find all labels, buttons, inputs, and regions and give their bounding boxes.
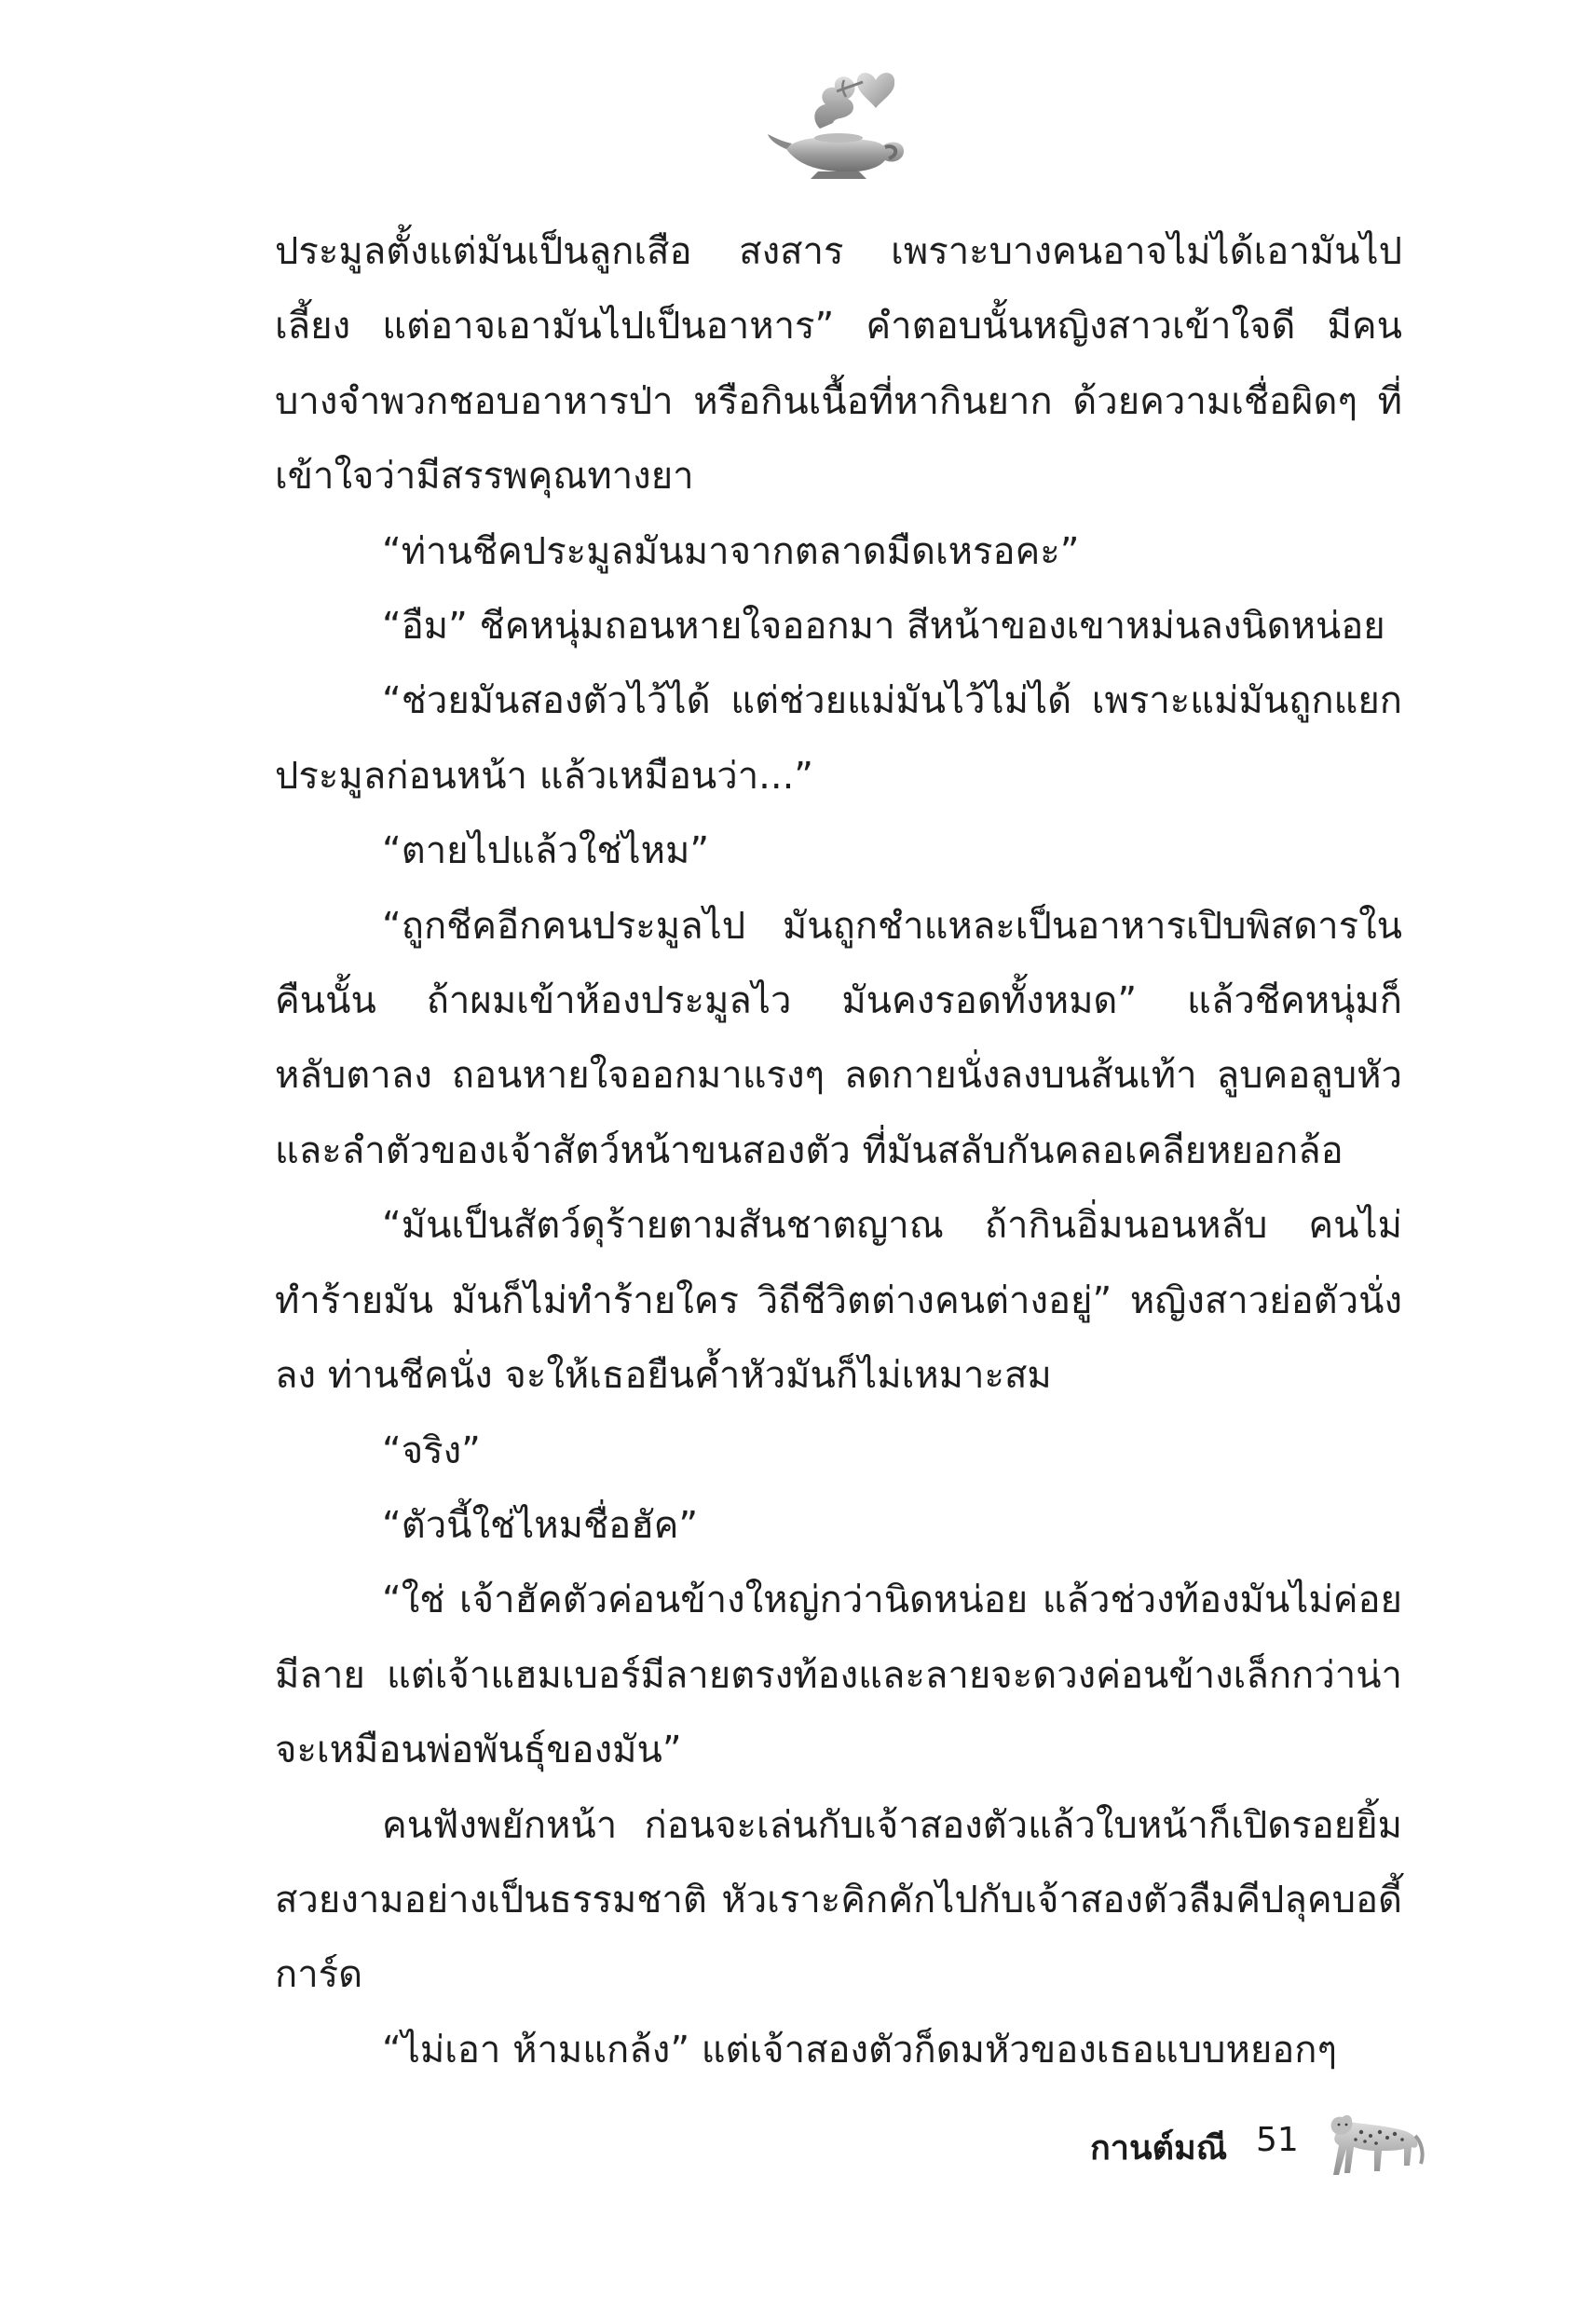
paragraph: “อืม” ชีคหนุ่มถอนหายใจออกมา สีหน้าของเขาหม่นลงนิดหน่อย <box>382 605 1385 649</box>
paragraph: “ตายไปแล้วใช่ไหม” <box>382 829 710 873</box>
paragraph: “ไม่เอา ห้ามแกล้ง” แต่เจ้าสองตัวก็ดมหัวของเธอแบบหยอกๆ <box>382 2028 1337 2072</box>
paragraph: “ตัวนี้ใช่ไหมชื่อฮัค” <box>382 1503 699 1547</box>
paragraph: “ช่วยมันสองตัวไว้ได้ แต่ช่วยแม่มันไว้ไม่ได้ เพราะแม่มันถูกแยกประมูลก่อนหน้า แล้วเหมือนว่า...” <box>275 679 1402 798</box>
paragraph: “ถูกชีคอีกคนประมูลไป มันถูกชำแหละเป็นอาหารเปิบพิสดารในคืนนั้น ถ้าผมเข้าห้องประมูลไว มันคงรอดทั้งหมด” แล้วชีคหนุ่มก็หลับตาลง ถอนหายใจออกมาแรงๆ ลดกายนั่งลงบนส้นเท้า ลูบคอลูบหัวและลำตัวของเจ้าสัตว์หน้าขนสองตัว ที่มันสลับกันคลอเคลียหยอกล้อ <box>275 904 1402 1172</box>
author-name: กานต์มณี <box>1090 2129 1228 2167</box>
paragraph: คนฟังพยักหน้า ก่อนจะเล่นกับเจ้าสองตัวแล้วใบหน้าก็เปิดรอยยิ้มสวยงามอย่างเป็นธรรมชาติ หัวเราะคิกคักไปกับเจ้าสองตัวลืมคีปลุคบอดี้การ์ด <box>275 1803 1402 1997</box>
paragraph: ประมูลตั้งแต่มันเป็นลูกเสือ สงสาร เพราะบางคนอาจไม่ได้เอามันไปเลี้ยง แต่อาจเอามันไปเป็นอาหาร” คำตอบนั้นหญิงสาวเข้าใจดี มีคนบางจำพวกชอบอาหารป่า หรือกินเนื้อที่หากินยาก ด้วยความเชื่อผิดๆ ที่เข้าใจว่ามีสรรพคุณทางยา <box>275 230 1402 499</box>
paragraph: “มันเป็นสัตว์ดุร้ายตามสันชาตญาณ ถ้ากินอิ่มนอนหลับ คนไม่ทำร้ายมัน มันก็ไม่ทำร้ายใคร วิถีชีวิตต่างคนต่างอยู่” หญิงสาวย่อตัวนั่งลง ท่านชีคนั่ง จะให้เธอยืนค้ำหัวมันก็ไม่เหมาะสม <box>275 1204 1402 1398</box>
paragraph: “ท่านชีคประมูลมันมาจากตลาดมืดเหรอคะ” <box>382 529 1080 573</box>
paragraph: “จริง” <box>382 1429 481 1472</box>
paragraph: “ใช่ เจ้าฮัคตัวค่อนข้างใหญ่กว่านิดหน่อย แล้วช่วงท้องมันไม่ค่อยมีลาย แต่เจ้าแฮมเบอร์มีลายตรงท้องและลายจะดวงค่อนข้างเล็กกว่าน่าจะเหมือนพ่อพันธุ์ของมัน” <box>275 1579 1402 1772</box>
genie-lamp-ornament-icon <box>766 54 915 185</box>
cheetah-icon <box>1328 2108 1425 2182</box>
page-footer <box>988 2108 1425 2192</box>
page-number: 51 <box>1256 2121 1299 2159</box>
body-text <box>275 214 1402 2153</box>
